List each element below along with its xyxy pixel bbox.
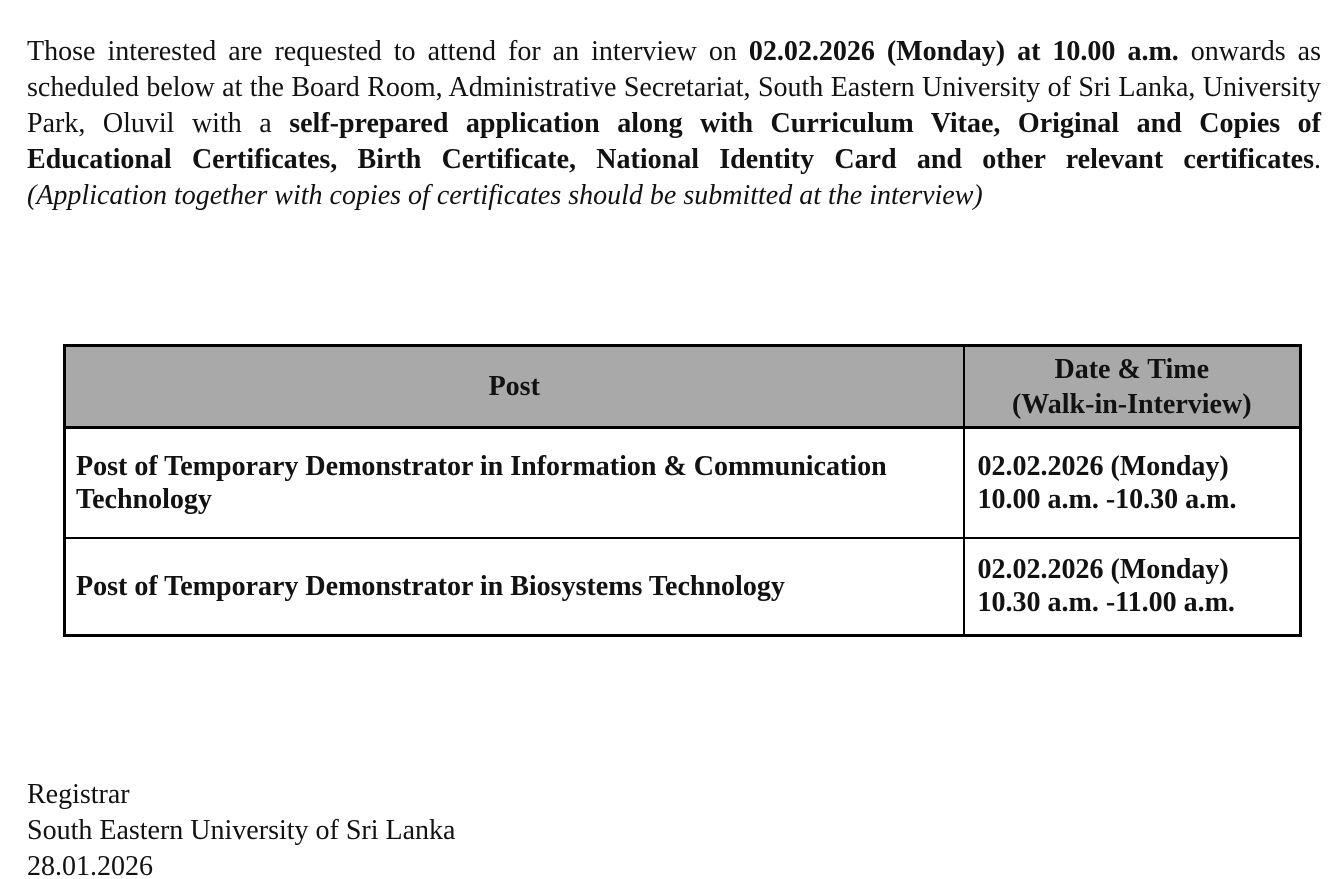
signature-organization: South Eastern University of Sri Lanka	[27, 815, 456, 846]
signature-block	[27, 777, 455, 879]
schedule-table	[63, 344, 1302, 637]
table-header-post	[65, 346, 964, 428]
time-line: 10.00 a.m. -10.30 a.m.	[977, 483, 1237, 515]
date-line: 02.02.2026 (Monday)	[977, 450, 1229, 482]
intro-text-segment: onwards as scheduled below at the Board Room, Administrative Secretariat, South Eastern University of Sri Lanka, University Park, Oluvil with a	[27, 36, 1321, 139]
table-row	[65, 538, 1301, 636]
table-header-post-label: Post	[488, 371, 540, 402]
time-line: 10.30 a.m. -11.00 a.m.	[977, 587, 1235, 619]
table-header-datetime-line1: Date & Time	[1054, 353, 1209, 385]
intro-paragraph	[27, 34, 1321, 214]
intro-text-segment-italic: (Application together with copies of certificates should be submitted at the interview)	[27, 180, 983, 211]
datetime-cell	[964, 538, 1301, 636]
intro-text-segment: Those interested are requested to attend for an interview on	[27, 36, 749, 67]
intro-text-segment-bold: 02.02.2026 (Monday) at 10.00 a.m.	[748, 36, 1179, 67]
table-row	[65, 428, 1301, 538]
table-header-row	[65, 346, 1301, 428]
signature-name: Registrar	[27, 779, 130, 810]
signature-date: 28.01.2026	[27, 851, 153, 879]
post-cell: Post of Temporary Demonstrator in Information & Communication Technology	[65, 428, 964, 538]
table-header-datetime-line2: (Walk-in-Interview)	[1011, 388, 1252, 420]
date-line: 02.02.2026 (Monday)	[977, 554, 1229, 586]
table-header-datetime	[964, 346, 1301, 428]
intro-text-segment: .	[1314, 144, 1321, 175]
intro-text-segment-bold: self-prepared application along with Curriculum Vitae, Original and Copies of Educational Certificates, Birth Certificate, National Identity Card and other relevant certificates	[27, 108, 1322, 175]
datetime-cell	[964, 428, 1301, 538]
post-cell: Post of Temporary Demonstrator in Biosystems Technology	[65, 538, 964, 636]
